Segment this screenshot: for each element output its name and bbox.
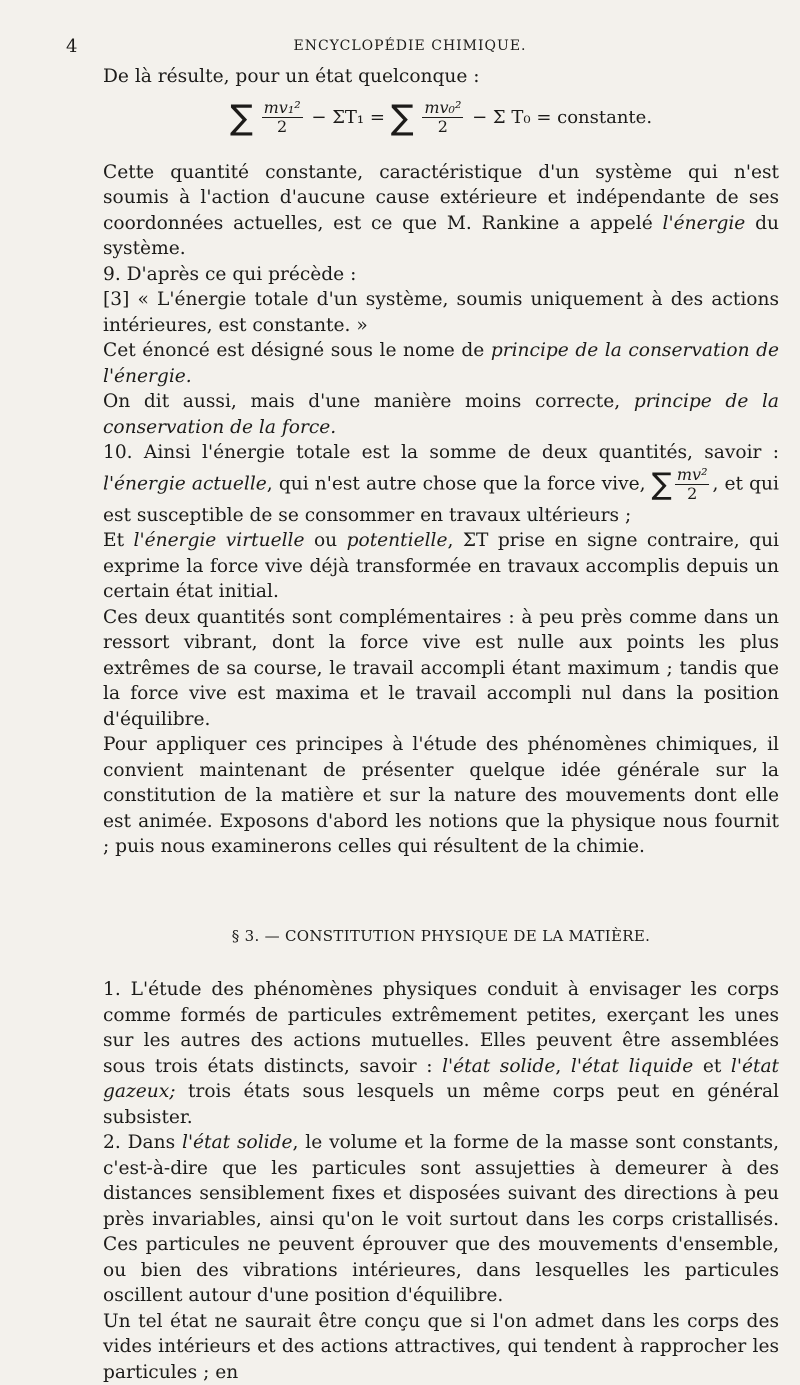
paragraph: Un tel état ne saurait être conçu que si l'on admet dans les corps des vides intérieurs et des actions attractives, qui tendent à rapprocher les particules ; en — [103, 1309, 779, 1385]
paragraph: On dit aussi, mais d'une manière moins correcte, principe de la conservation de la force. — [103, 389, 779, 440]
sum-symbol: ∑ — [652, 466, 672, 501]
section-heading: § 3. — CONSTITUTION PHYSIQUE DE LA MATIÈRE. — [103, 924, 779, 950]
page-number: 4 — [66, 36, 77, 57]
paragraph: Cette quantité constante, caractéristique d'un système qui n'est soumis à l'action d'aucune cause extérieure et indépendante de ses coordonnées actuelles, est ce que M. Rankine a appelé l'énergie du système. — [103, 160, 779, 262]
paragraph: 2. Dans l'état solide, le volume et la forme de la masse sont constants, c'est-à-dire que les particules sont assujetties à demeurer à des distances sensiblement fixes et disposées suivant des directions à peu près invariables, ainsi qu'on le voit surtout dans les corps cristallisés. Ces particules ne peuvent éprouver que des mouvements d'ensemble, ou bien des vibrations intérieures, dans lesquelles les particules oscillent autour d'une position d'équilibre. — [103, 1130, 779, 1309]
sum-symbol: ∑ — [391, 98, 414, 138]
paragraph: 1. L'étude des phénomènes physiques conduit à envisager les corps comme formés de particules extrêmement petites, exerçant les unes sur les autres des actions mutuelles. Elles peuvent être assemblées sous trois états distincts, savoir : l'état solide, l'état liquide et l'état gazeux; trois états sous lesquels un même corps peut en général subsister. — [103, 977, 779, 1130]
equation-term: − ΣT₁ = — [311, 107, 385, 128]
fraction: $\frac{\text{mv₀²}}{2}$ — [422, 99, 463, 136]
running-header — [60, 36, 760, 58]
paragraph: Pour appliquer ces principes à l'étude des phénomènes chimiques, il convient maintenant de présenter quelque idée générale sur la constitution de la matière et sur la nature des mouvements dont elle est animée. Exposons d'abord les notions que la physique nous fournit ; puis nous examinerons celles qui résultent de la chimie. — [103, 732, 779, 860]
running-title: ENCYCLOPÉDIE CHIMIQUE. — [60, 38, 760, 54]
paragraph: 9. D'après ce qui précède : — [103, 262, 779, 288]
equation-term: − Σ T₀ = constante. — [472, 107, 652, 128]
energy-equation — [103, 98, 779, 138]
paragraph: Cet énoncé est désigné sous le nome de principe de la conservation de l'énergie. — [103, 338, 779, 389]
paragraph: Ces deux quantités sont complémentaires : à peu près comme dans un ressort vibrant, dont la force vive est nulle aux points les plus extrêmes de sa course, le travail accompli étant maximum ; tandis que la force vive est maxima et le travail accompli nul dans la position d'équilibre. — [103, 605, 779, 733]
paragraph: [3] « L'énergie totale d'un système, soumis uniquement à des actions intérieures, est constante. » — [103, 287, 779, 338]
paragraph: Et l'énergie virtuelle ou potentielle, ΣT prise en signe contraire, qui exprime la force vive déjà transformée en travaux accomplis depuis un certain état initial. — [103, 528, 779, 605]
paragraph: 10. Ainsi l'énergie totale est la somme de deux quantités, savoir : l'énergie actuelle, qui n'est autre chose que la force vive, ∑ $\frac{\text{mv²}}{2}$ , et qui est susceptible de se consommer en travaux ultérieurs ; — [103, 440, 779, 528]
sum-symbol: ∑ — [230, 98, 253, 138]
fraction: $\frac{\text{mv²}}{2}$ — [675, 466, 710, 503]
text-body — [103, 64, 779, 1385]
fraction: $\frac{\text{mv₁²}}{2}$ — [262, 99, 303, 136]
equation-lead: De là résulte, pour un état quelconque : — [103, 64, 779, 90]
